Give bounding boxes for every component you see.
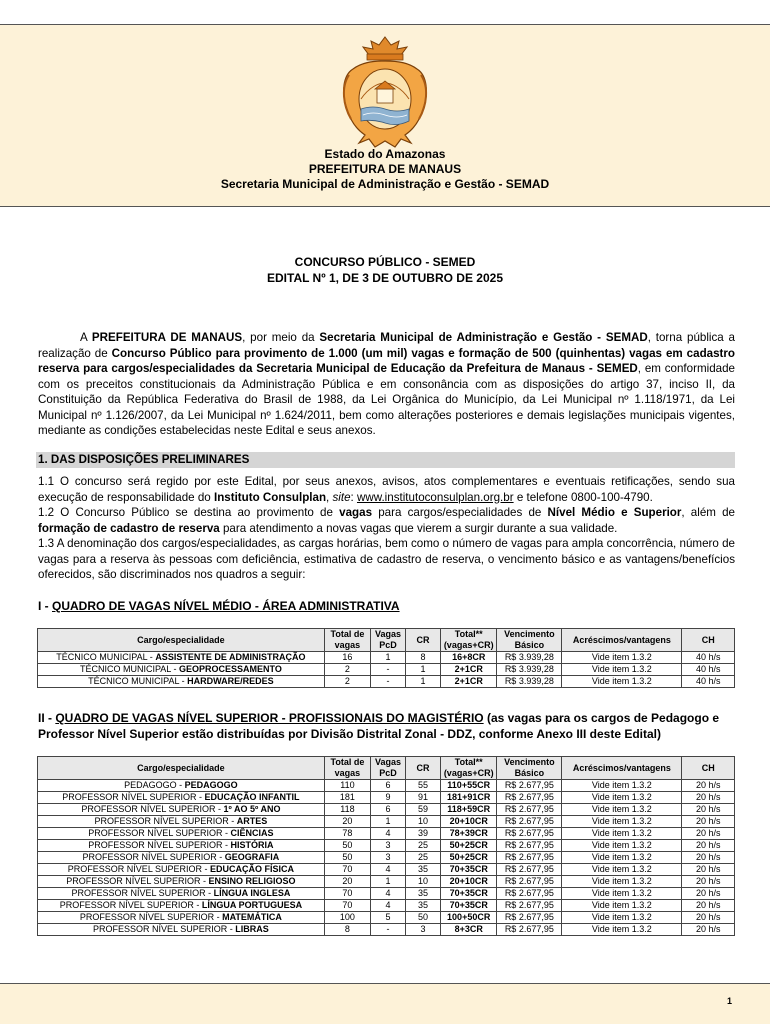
table-row [38,652,735,664]
col-cargo: Cargo/especialidade [38,629,325,652]
quadro2-title: II - QUADRO DE VAGAS NÍVEL SUPERIOR - PROFISSIONAIS DO MAGISTÉRIO (as vagas para os cargos de Pedagogo e Professor Nível Superior estão distribuídas por Divisão Distrital Zonal - DDZ, conforme Anexo III deste Edital) [38,711,720,741]
cell-cargo [38,900,325,912]
cell-total: 78 [324,828,370,840]
cell-venc: R$ 2.677,95 [497,900,562,912]
cargo-spec: EDUCAÇÃO FÍSICA [210,864,295,874]
table-row [38,852,735,864]
cell-pcd: - [371,676,406,688]
cell-ch: 20 h/s [682,828,735,840]
cell-total: 50 [324,852,370,864]
cargo-spec: HARDWARE/REDES [187,676,274,686]
cargo-spec: ASSISTENTE DE ADMINISTRAÇÃO [155,652,306,662]
cell-ch: 20 h/s [682,840,735,852]
cell-cargo [38,804,325,816]
cell-total: 181 [324,792,370,804]
cargo-prefix: PROFESSOR NÍVEL SUPERIOR - [94,816,237,826]
table-row [38,864,735,876]
cargo-prefix: PROFESSOR NÍVEL SUPERIOR - [67,864,210,874]
cell-total: 100 [324,912,370,924]
col-ch: CH [682,629,735,652]
cargo-spec: GEOPROCESSAMENTO [178,664,282,674]
header-secretaria: Secretaria Municipal de Administração e Gestão - SEMAD [220,177,550,191]
cell-pcd: 4 [371,888,406,900]
cargo-spec: ENSINO RELIGIOSO [208,876,296,886]
cell-venc: R$ 2.677,95 [497,792,562,804]
cell-total: 16 [324,652,370,664]
cargo-prefix: PROFESSOR NÍVEL SUPERIOR - [81,804,224,814]
cell-acr: Vide item 1.3.2 [562,876,682,888]
cell-pcd: 1 [371,816,406,828]
col-vencimento: Vencimento Básico [497,757,562,780]
cell-tcr: 50+25CR [440,840,497,852]
cell-ch: 20 h/s [682,864,735,876]
edital-subtitle: EDITAL Nº 1, DE 3 DE OUTUBRO DE 2025 [267,271,503,285]
cell-cargo [38,840,325,852]
cargo-spec: 1º AO 5º ANO [223,804,281,814]
col-total: Total de vagas [324,757,370,780]
cell-tcr: 50+25CR [440,852,497,864]
cargo-prefix: TÉCNICO MUNICIPAL - [56,652,156,662]
table-row [38,900,735,912]
cell-tcr: 8+3CR [440,924,497,936]
cell-cr: 50 [406,912,441,924]
cell-cr: 1 [406,676,441,688]
paragraph-1-1: 1.1 O concurso será regido por este Edital, por seus anexos, avisos, atos complementares e eventuais retificações, sendo sua execução de responsabilidade do Instituto Consulplan, site: www.institutoconsulplan.org.br e telefone 0800-100-4790. [38,475,735,504]
cell-ch: 20 h/s [682,924,735,936]
col-cr: CR [406,629,441,652]
cell-pcd: 4 [371,864,406,876]
cell-ch: 20 h/s [682,792,735,804]
cell-tcr: 2+1CR [440,664,497,676]
cargo-prefix: PROFESSOR NÍVEL SUPERIOR - [62,792,205,802]
cell-ch: 40 h/s [682,652,735,664]
cell-tcr: 70+35CR [440,900,497,912]
intro-text: , torna pública a realização de [38,331,735,360]
table-row [38,780,735,792]
cell-cargo [38,852,325,864]
cell-acr: Vide item 1.3.2 [562,828,682,840]
cargo-spec: LÍNGUA PORTUGUESA [201,900,303,910]
cell-venc: R$ 2.677,95 [497,924,562,936]
cell-tcr: 70+35CR [440,888,497,900]
cell-venc: R$ 2.677,95 [497,816,562,828]
col-cargo: Cargo/especialidade [38,757,325,780]
cell-cr: 1 [406,664,441,676]
intro-paragraph [38,330,735,439]
intro-text: , por meio da [242,331,320,344]
paragraph-1-3: 1.3 A denominação dos cargos/especialidades, as cargas horárias, bem como o número de vagas para ampla concorrência, número de vagas para a reserva às pessoas com deficiência, estimativa de cadastro de reserva, o vencimento básico e as vantagens/benefícios oferecidos, são discriminados nos quadros a seguir: [38,537,735,581]
cell-cargo [38,924,325,936]
cargo-prefix: PROFESSOR NÍVEL SUPERIOR - [93,924,236,934]
cargo-spec: GEOGRAFIA [224,852,280,862]
col-total-cr: Total** (vagas+CR) [440,629,497,652]
cell-acr: Vide item 1.3.2 [562,664,682,676]
cell-acr: Vide item 1.3.2 [562,840,682,852]
cell-pcd: 5 [371,912,406,924]
cargo-spec: ARTES [236,816,268,826]
website-link[interactable]: www.institutoconsulplan.org.br [356,490,514,504]
cargo-prefix: TÉCNICO MUNICIPAL - [79,664,179,674]
cell-acr: Vide item 1.3.2 [562,912,682,924]
table-row [38,924,735,936]
cell-tcr: 2+1CR [440,676,497,688]
cell-venc: R$ 2.677,95 [497,864,562,876]
intro-bold: PREFEITURA DE MANAUS [91,331,243,344]
table-row [38,828,735,840]
cell-venc: R$ 3.939,28 [497,676,562,688]
cell-cr: 35 [406,864,441,876]
cell-pcd: 9 [371,792,406,804]
cargo-prefix: PROFESSOR NÍVEL SUPERIOR - [66,876,209,886]
cell-cr: 3 [406,924,441,936]
cell-cr: 55 [406,780,441,792]
cell-venc: R$ 2.677,95 [497,912,562,924]
cell-ch: 40 h/s [682,664,735,676]
cell-pcd: 4 [371,828,406,840]
table-row [38,804,735,816]
cell-cargo [38,888,325,900]
cell-pcd: 3 [371,852,406,864]
cell-ch: 20 h/s [682,876,735,888]
col-cr: CR [406,757,441,780]
cell-total: 70 [324,900,370,912]
section-heading: 1. DAS DISPOSIÇÕES PRELIMINARES [36,452,735,468]
cell-cargo [38,816,325,828]
cell-tcr: 70+35CR [440,864,497,876]
cell-cargo [38,828,325,840]
cell-venc: R$ 2.677,95 [497,888,562,900]
cell-total: 70 [324,888,370,900]
cell-pcd: 3 [371,840,406,852]
table-row [38,876,735,888]
intro-text: , em conformidade com os preceitos constitucionais da Administração Pública e em consonância com as disposições do artigo 37, inciso II, da Constituição da República Federativa do Brasil de 1988, da Lei Orgânica do Município, da Lei Municipal nº 1.118/1971, da Lei Municipal nº 1.126/2007, da Lei Municipal nº 1.624/2011, bem como alterações posteriores e demais legislações municipais vigentes, mediante as condições estabelecidas neste Edital e seus anexos. [38,362,735,437]
cell-tcr: 100+50CR [440,912,497,924]
quadro1-title: I - QUADRO DE VAGAS NÍVEL MÉDIO - ÁREA ADMINISTRATIVA [38,599,400,613]
edital-title: CONCURSO PÚBLICO - SEMED [294,255,476,269]
cell-cargo [38,780,325,792]
cell-acr: Vide item 1.3.2 [562,924,682,936]
cell-cr: 10 [406,816,441,828]
cell-acr: Vide item 1.3.2 [562,816,682,828]
col-pcd: Vagas PcD [371,629,406,652]
cargo-spec: PEDAGOGO - PEDAGOGO [124,780,238,790]
page-header [0,24,770,207]
cargo-spec: MATEMÁTICA [222,912,282,922]
col-vencimento: Vencimento Básico [497,629,562,652]
cell-cargo [38,876,325,888]
cell-pcd: 1 [371,876,406,888]
cell-acr: Vide item 1.3.2 [562,864,682,876]
page-number: 1 [726,996,732,1006]
cell-ch: 20 h/s [682,888,735,900]
cell-pcd: 1 [371,652,406,664]
cell-tcr: 110+55CR [440,780,497,792]
cell-pcd: 6 [371,804,406,816]
cell-acr: Vide item 1.3.2 [562,888,682,900]
cell-pcd: - [371,924,406,936]
paragraph-1-2: 1.2 O Concurso Público se destina ao provimento de vagas para cargos/especialidades de Nível Médio e Superior, além de formação de cadastro de reserva para atendimento a novas vagas que vierem a surgir durante a sua validade. [38,506,736,535]
table-row [38,792,735,804]
coat-of-arms-icon [339,35,431,153]
header-state: Estado do Amazonas [324,147,446,161]
cell-tcr: 16+8CR [440,652,497,664]
table-row [38,676,735,688]
cell-cr: 8 [406,652,441,664]
cargo-prefix: PROFESSOR NÍVEL SUPERIOR - [79,912,223,922]
cell-ch: 20 h/s [682,804,735,816]
cargo-prefix: PROFESSOR NÍVEL SUPERIOR - [59,900,202,910]
cell-pcd: 4 [371,900,406,912]
cell-ch: 20 h/s [682,852,735,864]
cell-total: 20 [324,876,370,888]
col-ch: CH [682,757,735,780]
col-total-cr: Total** (vagas+CR) [440,757,497,780]
cell-acr: Vide item 1.3.2 [562,652,682,664]
cell-acr: Vide item 1.3.2 [562,780,682,792]
cargo-prefix: PROFESSOR NÍVEL SUPERIOR - [71,888,214,898]
cargo-spec: CIÊNCIAS [230,828,274,838]
cell-cargo [38,676,325,688]
cell-tcr: 20+10CR [440,876,497,888]
cargo-spec: LIBRAS [235,924,269,934]
page-footer [0,983,770,1024]
cell-cr: 39 [406,828,441,840]
header-prefeitura: PREFEITURA DE MANAUS [308,162,462,176]
cell-ch: 20 h/s [682,780,735,792]
cell-acr: Vide item 1.3.2 [562,852,682,864]
cell-total: 50 [324,840,370,852]
cell-tcr: 181+91CR [440,792,497,804]
cell-venc: R$ 2.677,95 [497,780,562,792]
cell-cr: 59 [406,804,441,816]
cargo-spec: EDUCAÇÃO INFANTIL [204,792,300,802]
cell-pcd: - [371,664,406,676]
cell-tcr: 78+39CR [440,828,497,840]
cell-cr: 35 [406,888,441,900]
intro-bold: Secretaria Municipal de Administração e Gestão - SEMAD [319,331,648,344]
cell-total: 2 [324,676,370,688]
cell-total: 8 [324,924,370,936]
cell-cr: 91 [406,792,441,804]
cell-tcr: 20+10CR [440,816,497,828]
cell-acr: Vide item 1.3.2 [562,676,682,688]
cargo-spec: LÍNGUA INGLESA [213,888,291,898]
cell-total: 70 [324,864,370,876]
table-row [38,664,735,676]
cell-ch: 20 h/s [682,816,735,828]
cargo-prefix: PROFESSOR NÍVEL SUPERIOR - [88,840,231,850]
cell-venc: R$ 3.939,28 [497,664,562,676]
col-acrescimos: Acréscimos/vantagens [562,757,682,780]
section-paragraphs [38,474,735,583]
cell-ch: 40 h/s [682,676,735,688]
quadro1-table [37,628,735,688]
table-row [38,816,735,828]
cell-cargo [38,864,325,876]
cargo-prefix: PROFESSOR NÍVEL SUPERIOR - [82,852,225,862]
cell-cr: 35 [406,900,441,912]
intro-bold: Concurso Público para provimento de 1.000 (um mil) vagas e formação de 500 (quinhentas) vagas em cadastro reserva para cargos/especialidades da Secretaria Municipal de Educação da Prefeitura de Manaus - SEMED [38,346,735,375]
cell-cargo [38,652,325,664]
intro-text: A [80,331,92,344]
cell-cargo [38,664,325,676]
col-pcd: Vagas PcD [371,757,406,780]
cell-venc: R$ 3.939,28 [497,652,562,664]
cell-acr: Vide item 1.3.2 [562,804,682,816]
cell-venc: R$ 2.677,95 [497,852,562,864]
col-total: Total de vagas [324,629,370,652]
cell-venc: R$ 2.677,95 [497,840,562,852]
cell-cr: 25 [406,840,441,852]
cell-pcd: 6 [371,780,406,792]
quadro2-table [37,756,735,936]
cell-ch: 20 h/s [682,900,735,912]
cell-acr: Vide item 1.3.2 [562,900,682,912]
table-row [38,912,735,924]
col-acrescimos: Acréscimos/vantagens [562,629,682,652]
cell-venc: R$ 2.677,95 [497,876,562,888]
cell-cargo [38,912,325,924]
cell-venc: R$ 2.677,95 [497,828,562,840]
cell-ch: 20 h/s [682,912,735,924]
table-row [38,888,735,900]
cell-cargo [38,792,325,804]
cell-tcr: 118+59CR [440,804,497,816]
table-row [38,840,735,852]
cell-cr: 10 [406,876,441,888]
cell-venc: R$ 2.677,95 [497,804,562,816]
cell-total: 118 [324,804,370,816]
cargo-spec: HISTÓRIA [230,840,274,850]
cargo-prefix: PROFESSOR NÍVEL SUPERIOR - [88,828,231,838]
cell-total: 110 [324,780,370,792]
cell-total: 20 [324,816,370,828]
cell-acr: Vide item 1.3.2 [562,792,682,804]
cell-total: 2 [324,664,370,676]
cell-cr: 25 [406,852,441,864]
cargo-prefix: TÉCNICO MUNICIPAL - [88,676,188,686]
